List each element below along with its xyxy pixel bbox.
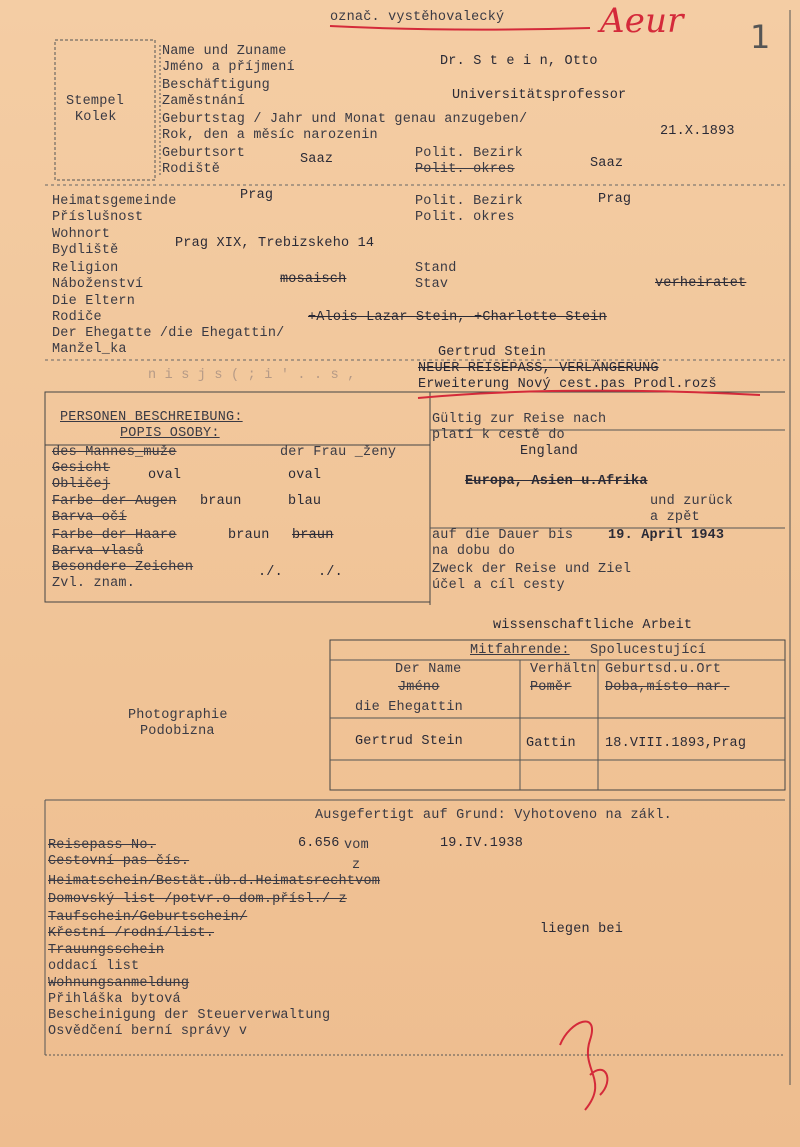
value-pol: Saaz <box>590 156 624 171</box>
travel-purpose-de: Zweck der Reise und Ziel <box>432 562 632 577</box>
value-parents: +Alois Lazar Stein, +Charlotte Stein <box>308 310 607 325</box>
issued-l4: Domovský list /potvr.o dom.přísl./ z <box>48 892 347 907</box>
label-pol-de: Polit. Bezirk <box>415 146 523 161</box>
issued-l1-vom: vom <box>344 838 369 853</box>
stamp-label-cz: Kolek <box>75 110 117 125</box>
photo-label-cz: Podobizna <box>140 724 215 739</box>
issued-l7: Trauungsschein <box>48 943 165 958</box>
issued-l3: Heimatschein/Bestät.üb.d.Heimatsrechtvom <box>48 874 381 889</box>
pass-type-line1: NEUER REISEPASS, VERLÄNGERUNG <box>418 361 659 376</box>
label-pol2-cz: Polit. okres <box>415 210 515 225</box>
label-name-cz: Jméno a příjmení <box>162 60 295 75</box>
travel-return-de: und zurück <box>650 494 734 509</box>
travel-purpose-cz: účel a cíl cesty <box>432 578 565 593</box>
issued-l1: Reisepass No. <box>48 838 156 853</box>
value-resid: Prag XIX, Trebizskeho 14 <box>175 236 375 251</box>
comp-row2-name: Gertrud Stein <box>355 734 463 749</box>
issued-l1-date: 19.IV.1938 <box>440 836 524 851</box>
desc-face-cz: Obličej <box>52 477 111 492</box>
travel-dur-cz: na dobu do <box>432 544 516 559</box>
travel-return-cz: a zpět <box>650 510 700 525</box>
desc-wife: der Frau _ženy <box>280 445 397 460</box>
value-birthplace: Saaz <box>300 152 334 167</box>
issued-l9: Wohnungsanmeldung <box>48 976 190 991</box>
desc-marks-cz: Zvl. znam. <box>52 576 136 591</box>
value-birth: 21.X.1893 <box>660 124 735 139</box>
desc-husband: des Mannes_muže <box>52 445 177 460</box>
label-birth-de: Geburtstag / Jahr und Monat genau anzugeben/ <box>162 112 528 127</box>
label-relig-de: Religion <box>52 261 119 276</box>
comp-row2-rel: Gattin <box>526 736 576 751</box>
travel-dur-val: 19. April 1943 <box>608 528 725 543</box>
page-number: 1 <box>750 18 771 56</box>
label-pol-cz: Polit. okres <box>415 162 515 177</box>
desc-eyes-w: blau <box>288 494 322 509</box>
comp-col3-cz: Doba,místo nar. <box>605 680 730 695</box>
value-stand: verheiratet <box>655 276 747 291</box>
issued-l1-num: 6.656 <box>298 836 340 851</box>
desc-title-de: PERSONEN BESCHREIBUNG: <box>60 410 243 425</box>
label-home-de: Heimatsgemeinde <box>52 194 177 209</box>
desc-hair-de: Farbe der Haare <box>52 528 177 543</box>
comp-head-de: Mitfahrende: <box>470 643 570 658</box>
label-name-de: Name und Zuname <box>162 44 287 59</box>
label-job-de: Beschäftigung <box>162 78 270 93</box>
value-home: Prag <box>240 188 274 203</box>
desc-marks-h: ./. <box>258 565 283 580</box>
comp-col3-de: Geburtsd.u.Ort <box>605 662 722 677</box>
travel-valid-de: Gültig zur Reise nach <box>432 412 607 427</box>
label-parents-cz: Rodiče <box>52 310 102 325</box>
issued-l2: Cestovní pas čís. <box>48 854 190 869</box>
travel-dest1: England <box>520 444 579 459</box>
value-pol2: Prag <box>598 192 632 207</box>
desc-hair-w: braun <box>292 528 334 543</box>
issued-l6-val: liegen bei <box>540 922 624 937</box>
photo-label-de: Photographie <box>128 708 228 723</box>
travel-dest2: Europa, Asien u.Afrika <box>465 474 648 489</box>
comp-col1-de: Der Name <box>395 662 462 677</box>
label-relig-cz: Náboženství <box>52 277 144 292</box>
desc-title-cz: POPIS OSOBY: <box>120 426 220 441</box>
desc-face-de: Gesicht <box>52 461 111 476</box>
value-job: Universitätsprofessor <box>452 88 627 103</box>
desc-marks-de: Besondere Zeichen <box>52 560 194 575</box>
travel-dur-de: auf die Dauer bis <box>432 528 574 543</box>
pass-type-line2: Erweiterung Nový cest.pas Prodl.rozš <box>418 377 717 392</box>
label-job-cz: Zaměstnání <box>162 94 246 109</box>
label-birth-cz: Rok, den a měsíc narozenin <box>162 128 378 143</box>
desc-face-h: oval <box>148 468 182 483</box>
label-spouse-cz: Manžel_ka <box>52 342 127 357</box>
label-stand-de: Stand <box>415 261 457 276</box>
label-birthplace-cz: Rodiště <box>162 162 221 177</box>
comp-row1-name: die Ehegattin <box>355 700 463 715</box>
issued-l12: Osvědčení berní správy v <box>48 1024 248 1039</box>
desc-hair-h: braun <box>228 528 270 543</box>
label-resid-de: Wohnort <box>52 227 111 242</box>
comp-col1-cz: Jméno <box>398 680 440 695</box>
value-spouse: Gertrud Stein <box>438 345 546 360</box>
desc-hair-cz: Barva vlasů <box>52 544 144 559</box>
label-parents-de: Die Eltern <box>52 294 136 309</box>
label-birthplace-de: Geburtsort <box>162 146 246 161</box>
issued-l11: Bescheinigung der Steuerverwaltung <box>48 1008 331 1023</box>
issued-l10: Přihláška bytová <box>48 992 181 1007</box>
travel-purpose-val: wissenschaftliche Arbeit <box>493 618 693 633</box>
value-relig: mosaisch <box>280 272 347 287</box>
issued-head: Ausgefertigt auf Grund: Vyhotoveno na zákl. <box>315 808 672 823</box>
comp-row2-birth: 18.VIII.1893,Prag <box>605 736 747 751</box>
label-spouse-de: Der Ehegatte /die Ehegattin/ <box>52 326 285 341</box>
label-resid-cz: Bydliště <box>52 243 119 258</box>
desc-eyes-cz: Barva očí <box>52 510 127 525</box>
desc-face-w: oval <box>288 468 322 483</box>
comp-head-cz: Spolucestující <box>590 643 707 658</box>
issued-l5: Taufschein/Geburtschein/ <box>48 910 248 925</box>
label-home-cz: Příslušnost <box>52 210 144 225</box>
comp-col2-de: Verhältn <box>530 662 597 677</box>
desc-eyes-de: Farbe der Augen <box>52 494 177 509</box>
form-title: označ. vystěhovalecký <box>330 10 505 25</box>
comp-col2-cz: Poměr <box>530 680 572 695</box>
red-annotation: Aeur <box>600 1 684 41</box>
stamp-label-de: Stempel <box>66 94 125 109</box>
label-stand-cz: Stav <box>415 277 449 292</box>
issued-l8: oddací list <box>48 959 140 974</box>
faded-text: n i s j s ( ; i ' . . s , <box>148 368 356 383</box>
issued-l6: Křestní /rodní/list. <box>48 926 215 941</box>
travel-valid-cz: platí k cestě do <box>432 428 565 443</box>
desc-eyes-h: braun <box>200 494 242 509</box>
label-pol2-de: Polit. Bezirk <box>415 194 523 209</box>
desc-marks-w: ./. <box>318 565 343 580</box>
issued-l2-z: z <box>352 858 361 873</box>
value-name: Dr. S t e i n, Otto <box>440 54 598 69</box>
